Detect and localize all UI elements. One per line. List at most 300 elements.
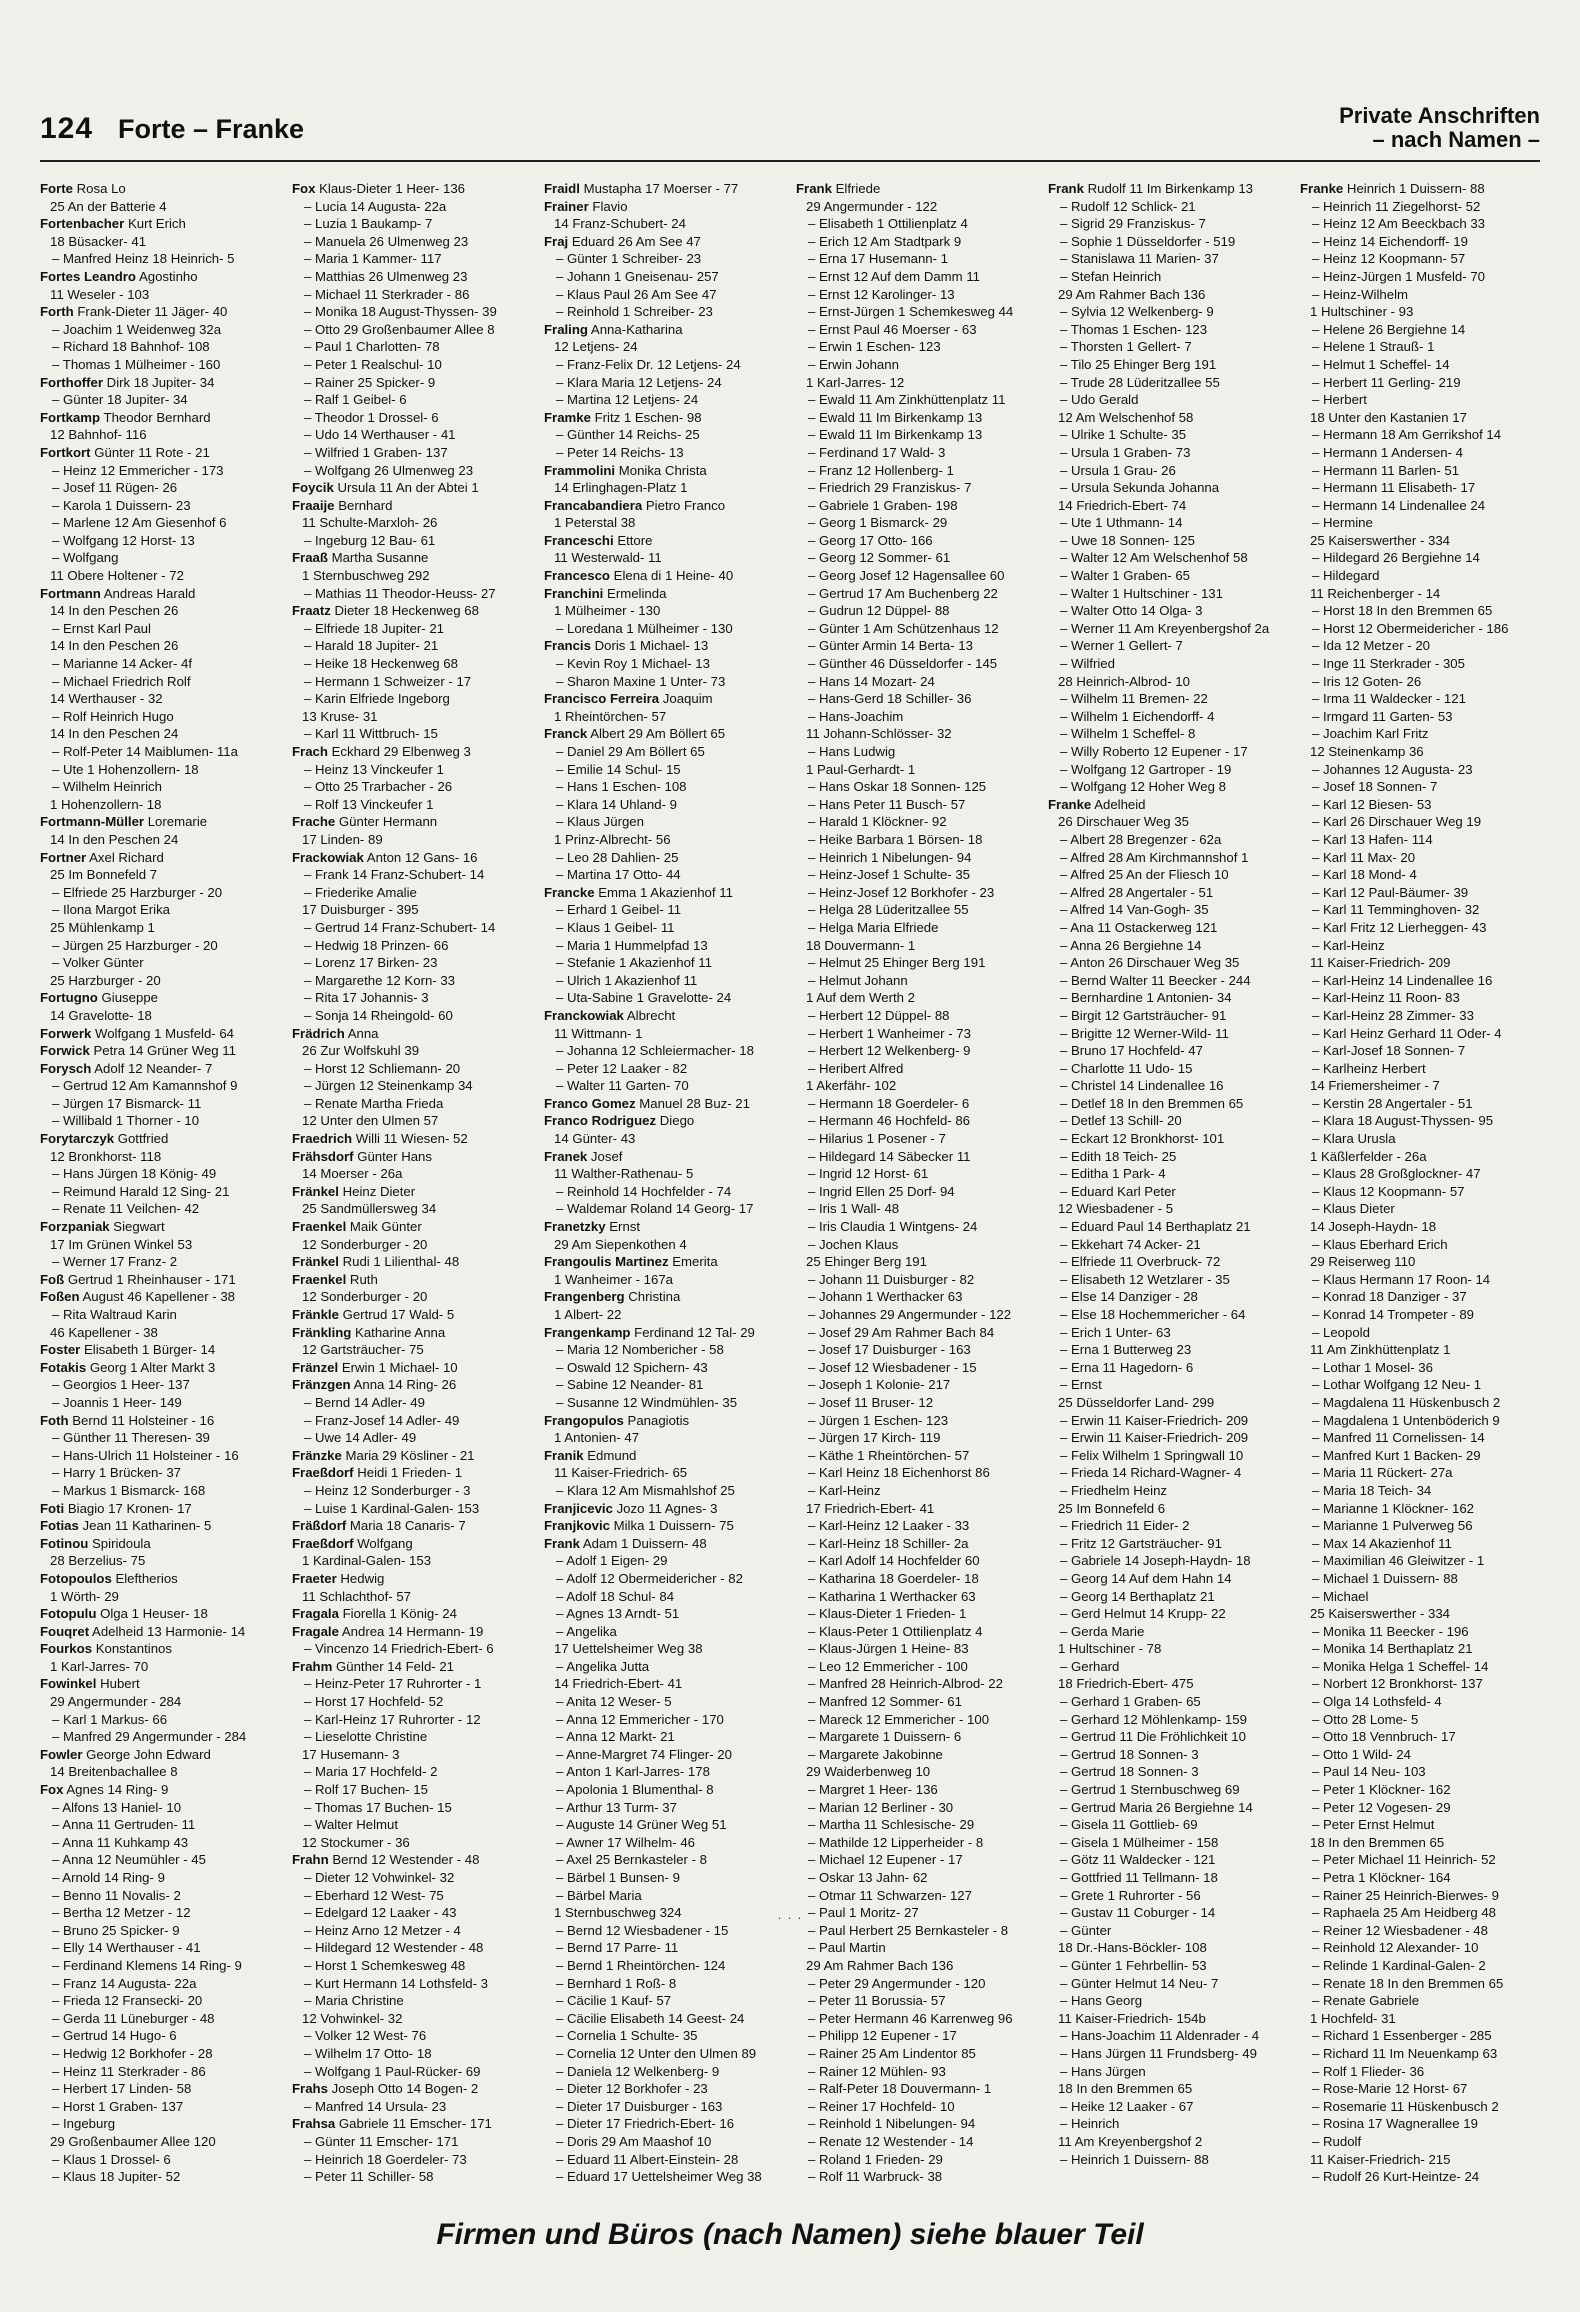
entry-text: – Marianne 1 Pulverweg 56: [1312, 1518, 1473, 1534]
entry-text: – Daniel 29 Am Böllert 65: [556, 744, 705, 759]
page-header: [40, 104, 1540, 158]
entry-surname: Foth: [40, 1412, 69, 1428]
entry-text: – Gertrud 18 Sonnen- 3: [1060, 1746, 1199, 1762]
directory-entry: [796, 1165, 1034, 1183]
entry-text: – Walter Otto 14 Olga- 3: [1060, 603, 1203, 619]
directory-entry: [40, 1412, 278, 1430]
entry-text: – Klaus-Jürgen 1 Heine- 83: [808, 1641, 969, 1657]
directory-entry: [544, 2115, 782, 2133]
directory-entry: [40, 1957, 278, 1975]
directory-entry: [796, 1429, 1034, 1447]
entry-text: – Wilhelm 17 Otto- 18: [304, 2045, 432, 2061]
entry-text: – Gustav 11 Coburger - 14: [1060, 1905, 1216, 1921]
directory-entry: [40, 972, 278, 990]
directory-entry: [1300, 215, 1538, 233]
entry-surname: Fortkort: [40, 444, 91, 460]
directory-entry: [1300, 1799, 1538, 1817]
directory-entry: [40, 2027, 278, 2045]
directory-entry: [1300, 1271, 1538, 1289]
entry-text: – Hans Jürgen: [1060, 2063, 1146, 2079]
directory-entry: [1300, 989, 1538, 1007]
entry-text: – Josef 12 Wiesbadener - 15: [808, 1359, 977, 1375]
directory-entry: [40, 1623, 278, 1641]
entry-text: – Olga 14 Lothsfeld- 4: [1312, 1694, 1442, 1710]
directory-entry: [1048, 937, 1286, 955]
entry-text: Elisabeth 1 Bürger- 14: [83, 1342, 216, 1358]
directory-entry: [292, 1253, 530, 1271]
directory-entry: [292, 1763, 530, 1781]
entry-text: Anna: [347, 1025, 379, 1041]
directory-entry: [544, 1306, 782, 1324]
directory-entry: [544, 1834, 782, 1852]
entry-text: 12 Bronkhorst- 118: [50, 1148, 162, 1164]
entry-text: Anton 12 Gans- 16: [366, 849, 478, 865]
entry-text: Gertrud 17 Wald- 5: [342, 1307, 455, 1322]
entry-text: Fritz 1 Eschen- 98: [594, 409, 702, 425]
directory-entry: [292, 743, 530, 761]
entry-surname: Forthoffer: [40, 374, 103, 390]
directory-entry: [292, 1306, 530, 1324]
entry-text: – Gertrud 14 Franz-Schubert- 14: [304, 919, 496, 935]
directory-entry: [40, 796, 278, 814]
directory-entry: [40, 673, 278, 691]
entry-text: – Heinz 13 Vinckeufer 1: [304, 761, 444, 777]
entry-text: – Gisela 1 Mülheimer - 158: [1060, 1834, 1219, 1850]
entry-text: 11 Obere Holtener - 72: [50, 568, 184, 584]
directory-entry: [40, 1236, 278, 1254]
entry-text: – Leo 28 Dahlien- 25: [556, 849, 679, 865]
directory-entry: [544, 1799, 782, 1817]
entry-text: – Gertrud 11 Die Fröhlichkeit 10: [1060, 1729, 1246, 1745]
entry-text: Wolfgang: [357, 1535, 413, 1551]
entry-surname: Forzpaniak: [40, 1219, 110, 1235]
entry-text: – Magdalena 1 Untenböderich 9: [1312, 1412, 1500, 1428]
entry-surname: Frädrich: [292, 1025, 345, 1041]
directory-entry: [1048, 250, 1286, 268]
entry-text: – Eckart 12 Bronkhorst- 101: [1060, 1131, 1225, 1147]
directory-entry: [1048, 1517, 1286, 1535]
entry-text: Maria 29 Kösliner - 21: [345, 1447, 475, 1463]
directory-entry: [544, 2098, 782, 2116]
entry-surname: Forwick: [40, 1043, 90, 1059]
entry-text: – Wilfried 1 Graben- 137: [304, 444, 448, 460]
directory-entry: [292, 989, 530, 1007]
directory-entry: [1300, 391, 1538, 409]
entry-text: – Anita 12 Weser- 5: [556, 1694, 672, 1710]
directory-entry: [1300, 1869, 1538, 1887]
directory-entry: [1048, 1341, 1286, 1359]
directory-entry: [292, 2133, 530, 2151]
directory-entry: [292, 479, 530, 497]
entry-surname: Frangenkamp: [544, 1324, 631, 1340]
directory-entry: [292, 1095, 530, 1113]
entry-text: – Fritz 12 Gartsträucher- 91: [1060, 1535, 1222, 1551]
entry-text: – Norbert 12 Bronkhorst- 137: [1312, 1676, 1483, 1692]
directory-entry: [292, 1324, 530, 1342]
entry-text: – Cornelia 12 Unter den Ulmen 89: [556, 2045, 757, 2061]
entry-text: – Michael 11 Sterkrader - 86: [304, 286, 470, 302]
directory-entry: [1048, 1253, 1286, 1271]
directory-entry: [1300, 813, 1538, 831]
directory-entry: [40, 1148, 278, 1166]
entry-text: – Eduard 11 Albert-Einstein- 28: [556, 2151, 739, 2167]
directory-entry: [292, 286, 530, 304]
entry-text: – Sigrid 29 Franziskus- 7: [1060, 216, 1206, 232]
entry-text: Agnes 14 Ring- 9: [66, 1782, 169, 1798]
entry-text: – Lieselotte Christine: [304, 1729, 428, 1745]
directory-column-2: [292, 180, 530, 2186]
directory-entry: [796, 1236, 1034, 1254]
entry-text: – Eduard Karl Peter: [1060, 1183, 1176, 1199]
entry-text: 1 Hochfeld- 31: [1310, 2010, 1396, 2026]
entry-text: – Ernst Karl Paul: [52, 620, 151, 636]
directory-entry: [544, 884, 782, 902]
entry-text: – Ulrike 1 Schulte- 35: [1060, 427, 1187, 443]
directory-entry: [796, 1957, 1034, 1975]
entry-text: – Karl 11 Temminghoven- 32: [1312, 902, 1480, 918]
directory-entry: [40, 1658, 278, 1676]
entry-surname: Fotias: [40, 1518, 79, 1534]
directory-entry: [40, 1728, 278, 1746]
entry-text: – Wolfgang: [52, 550, 119, 566]
entry-text: 1 Akerfähr- 102: [806, 1078, 897, 1094]
directory-entry: [1300, 567, 1538, 585]
entry-text: Heidi 1 Frieden- 1: [357, 1465, 463, 1481]
entry-text: – Bernhardine 1 Antonien- 34: [1060, 990, 1232, 1006]
directory-entry: [1300, 1025, 1538, 1043]
directory-entry: [1048, 426, 1286, 444]
directory-entry: [292, 761, 530, 779]
entry-text: – Sylvia 12 Welkenberg- 9: [1060, 304, 1214, 320]
entry-text: – Hans Jürgen 18 König- 49: [52, 1166, 217, 1182]
entry-text: – Ralf-Peter 18 Douvermann- 1: [808, 2081, 992, 2097]
directory-entry: [1048, 919, 1286, 937]
entry-text: – Lothar Wolfgang 12 Neu- 1: [1312, 1377, 1482, 1393]
entry-text: – Wolfgang 12 Horst- 13: [52, 532, 195, 548]
directory-entry: [796, 1711, 1034, 1729]
entry-text: – Rainer 25 Spicker- 9: [304, 374, 436, 390]
directory-entry: [1300, 321, 1538, 339]
entry-text: – Oskar 13 Jahn- 62: [808, 1870, 928, 1885]
entry-text: Manuel 28 Buz- 21: [639, 1095, 750, 1111]
directory-entry: [292, 444, 530, 462]
directory-entry: [292, 954, 530, 972]
directory-entry: [1048, 1728, 1286, 1746]
entry-text: – Wilhelm 1 Eichendorff- 4: [1060, 708, 1215, 724]
entry-text: – Hermann 18 Goerdeler- 6: [808, 1095, 970, 1111]
directory-entry: [1048, 655, 1286, 673]
entry-text: 29 Am Siepenkothen 4: [554, 1236, 687, 1252]
entry-text: – Maria 1 Kammer- 117: [304, 251, 442, 267]
entry-text: – Hans Ludwig: [808, 744, 896, 759]
directory-entry: [544, 1112, 782, 1130]
directory-entry: [292, 1130, 530, 1148]
directory-entry: [796, 1693, 1034, 1711]
entry-text: – Erwin 11 Kaiser-Friedrich- 209: [1060, 1412, 1249, 1428]
directory-entry: [1048, 1939, 1286, 1957]
directory-entry: [544, 374, 782, 392]
directory-entry: [292, 1605, 530, 1623]
entry-text: – Gerhard: [1060, 1658, 1120, 1674]
entry-text: – Otto 1 Wild- 24: [1312, 1746, 1411, 1762]
entry-text: Loremarie: [147, 814, 208, 830]
directory-entry: [40, 2063, 278, 2081]
directory-entry: [544, 761, 782, 779]
directory-entry: [1300, 1482, 1538, 1500]
directory-entry: [1048, 1200, 1286, 1218]
directory-entry: [40, 303, 278, 321]
entry-surname: Frache: [292, 814, 336, 830]
entry-text: – Heinz-Josef 1 Schulte- 35: [808, 867, 970, 883]
directory-entry: [544, 356, 782, 374]
directory-entry: [1300, 2063, 1538, 2081]
directory-entry: [40, 1834, 278, 1852]
section-title: [1339, 104, 1540, 152]
directory-entry: [40, 1552, 278, 1570]
entry-text: – Heinz 12 Koopmann- 57: [1312, 251, 1466, 267]
directory-entry: [796, 849, 1034, 867]
directory-entry: [40, 338, 278, 356]
entry-text: – Relinde 1 Kardinal-Galen- 2: [1312, 1957, 1486, 1973]
directory-entry: [544, 1728, 782, 1746]
entry-text: – Karl 12 Biesen- 53: [1312, 796, 1432, 812]
entry-text: – Vincenzo 14 Friedrich-Ebert- 6: [304, 1641, 494, 1657]
directory-entry: [1300, 1834, 1538, 1852]
directory-entry: [292, 690, 530, 708]
directory-entry: [1048, 637, 1286, 655]
entry-text: – Erna 11 Hagedorn- 6: [1060, 1359, 1194, 1375]
entry-text: – Heinrich: [1060, 2116, 1120, 2132]
entry-surname: Franke: [1300, 181, 1344, 196]
directory-entry: [40, 813, 278, 831]
entry-text: – Karl-Heinz 11 Roon- 83: [1312, 990, 1460, 1006]
directory-entry: [544, 1324, 782, 1342]
entry-text: – Hans-Joachim 11 Aldenrader - 4: [1060, 2028, 1260, 2044]
entry-text: – Georg 14 Auf dem Hahn 14: [1060, 1570, 1232, 1586]
directory-entry: [292, 462, 530, 480]
entry-text: Ettore: [617, 532, 653, 548]
entry-text: – Raphaela 25 Am Heidberg 48: [1312, 1905, 1497, 1921]
entry-text: – Bärbel 1 Bunsen- 9: [556, 1870, 680, 1885]
entry-text: 29 Großenbaumer Allee 120: [50, 2133, 216, 2149]
directory-entry: [40, 1165, 278, 1183]
directory-entry: [544, 426, 782, 444]
directory-entry: [40, 831, 278, 849]
directory-entry: [40, 1535, 278, 1553]
entry-text: – Elfriede 18 Jupiter- 21: [304, 620, 445, 636]
directory-entry: [1048, 1799, 1286, 1817]
directory-entry: [1300, 1746, 1538, 1764]
directory-entry: [544, 1535, 782, 1553]
directory-entry: [544, 637, 782, 655]
directory-entry: [796, 338, 1034, 356]
directory-entry: [1300, 286, 1538, 304]
directory-entry: [544, 514, 782, 532]
entry-text: Andreas Harald: [103, 585, 196, 601]
entry-text: – Ralf 1 Geibel- 6: [304, 392, 407, 408]
entry-text: – Herbert 1 Wanheimer - 73: [808, 1025, 971, 1041]
directory-entry: [1048, 444, 1286, 462]
entry-surname: Franchini: [544, 585, 604, 601]
entry-text: 14 Moerser - 26a: [302, 1166, 403, 1182]
directory-entry: [292, 1746, 530, 1764]
entry-text: 18 Büsacker- 41: [50, 233, 147, 249]
directory-entry: [544, 1060, 782, 1078]
entry-text: – Richard 11 Im Neuenkamp 63: [1312, 2045, 1498, 2061]
directory-entry: [1048, 1060, 1286, 1078]
directory-entry: [292, 1711, 530, 1729]
directory-entry: [40, 374, 278, 392]
directory-entry: [40, 2133, 278, 2151]
directory-column-5: [1048, 180, 1286, 2168]
entry-text: – Wolfgang 12 Gartroper - 19: [1060, 761, 1232, 777]
entry-text: 11 Am Zinkhüttenplatz 1: [1310, 1342, 1451, 1358]
directory-entry: [796, 919, 1034, 937]
entry-text: – Ingrid 12 Horst- 61: [808, 1166, 929, 1182]
entry-text: – Klara Maria 12 Letjens- 24: [556, 374, 722, 390]
entry-text: – Birgit 12 Gartsträucher- 91: [1060, 1007, 1227, 1023]
entry-surname: Framke: [544, 409, 591, 425]
directory-entry: [1300, 1077, 1538, 1095]
entry-text: – Thomas 17 Buchen- 15: [304, 1799, 452, 1815]
entry-text: – Josef 17 Duisburger - 163: [808, 1342, 971, 1358]
entry-text: – Trude 28 Lüderitzallee 55: [1060, 374, 1220, 390]
entry-text: – Agnes 13 Arndt- 51: [556, 1606, 680, 1622]
directory-entry: [40, 1200, 278, 1218]
entry-surname: Fotopoulos: [40, 1570, 112, 1586]
entry-text: – Günter 1 Schreiber- 23: [556, 251, 702, 267]
directory-entry: [1048, 1500, 1286, 1518]
entry-text: – Anne-Margret 74 Flinger- 20: [556, 1746, 732, 1762]
entry-text: – Klaus Jürgen: [556, 814, 644, 830]
directory-entry: [796, 1341, 1034, 1359]
entry-text: – Karl Heinz Gerhard 11 Oder- 4: [1312, 1025, 1502, 1041]
entry-surname: Francabandiera: [544, 497, 643, 513]
directory-entry: [292, 532, 530, 550]
directory-entry: [1300, 2010, 1538, 2028]
directory-entry: [40, 391, 278, 409]
entry-text: – Iris 12 Goten- 26: [1312, 673, 1422, 689]
directory-entry: [1048, 620, 1286, 638]
directory-entry: [40, 743, 278, 761]
entry-text: – Bernhard 1 Roß- 8: [556, 1975, 677, 1991]
entry-text: Dieter 18 Heckenweg 68: [334, 603, 479, 619]
entry-text: Ursula 11 An der Abtei 1: [337, 480, 479, 496]
entry-text: – Kevin Roy 1 Michael- 13: [556, 656, 710, 672]
section-title-line-1: Private Anschriften: [1339, 103, 1540, 128]
directory-entry: [796, 1763, 1034, 1781]
directory-entry: [1300, 1623, 1538, 1641]
entry-text: – Martina 12 Letjens- 24: [556, 392, 699, 408]
entry-text: – Heinz 12 Am Beeckbach 33: [1312, 216, 1486, 232]
entry-text: – Harry 1 Brücken- 37: [52, 1465, 181, 1481]
entry-text: – Alfred 28 Angertaler - 51: [1060, 884, 1214, 900]
entry-text: – Else 18 Hochemmericher - 64: [1060, 1307, 1246, 1322]
entry-surname: Fraeßdorf: [292, 1535, 354, 1551]
directory-entry: [1300, 2168, 1538, 2186]
entry-text: 17 Linden- 89: [302, 831, 383, 847]
entry-text: – Rose-Marie 12 Horst- 67: [1312, 2081, 1468, 2097]
entry-text: – Ernst-Jürgen 1 Schemkesweg 44: [808, 304, 1014, 320]
entry-surname: Franjkovic: [544, 1518, 610, 1534]
directory-entry: [40, 1306, 278, 1324]
directory-entry: [1300, 1464, 1538, 1482]
entry-text: – Peter 12 Laaker - 82: [556, 1060, 688, 1076]
directory-entry: [1300, 180, 1538, 198]
entry-text: 18 In den Bremmen 65: [1058, 2081, 1193, 2097]
entry-text: – Gisela 11 Gottlieb- 69: [1060, 1817, 1198, 1833]
entry-text: – Klaus Hermann 17 Roon- 14: [1312, 1271, 1491, 1287]
entry-text: – Sophie 1 Düsseldorfer - 519: [1060, 233, 1236, 249]
entry-text: Christina: [628, 1289, 681, 1305]
entry-surname: Frainer: [544, 198, 589, 214]
directory-entry: [796, 1992, 1034, 2010]
entry-text: – Manfred 14 Ursula- 23: [304, 2098, 447, 2114]
directory-entry: [292, 1535, 530, 1553]
entry-text: – Reiner 12 Wiesbadener - 48: [1312, 1922, 1488, 1938]
entry-text: 26 Zur Wolfskuhl 39: [302, 1043, 420, 1059]
directory-entry: [1048, 1763, 1286, 1781]
directory-entry: [1300, 1605, 1538, 1623]
entry-surname: Fraling: [544, 321, 588, 337]
directory-entry: [40, 497, 278, 515]
directory-entry: [1048, 2010, 1286, 2028]
directory-entry: [1048, 1869, 1286, 1887]
entry-text: 1 Hultschiner - 93: [1310, 304, 1414, 320]
entry-text: – Leopold: [1312, 1324, 1370, 1340]
directory-entry: [40, 1588, 278, 1606]
directory-entry: [1300, 937, 1538, 955]
directory-entry: [544, 180, 782, 198]
entry-surname: Frangoulis Martinez: [544, 1254, 669, 1270]
directory-entry: [796, 180, 1034, 198]
directory-entry: [1300, 1412, 1538, 1430]
directory-entry: [544, 1623, 782, 1641]
directory-entry: [796, 1324, 1034, 1342]
directory-entry: [292, 673, 530, 691]
entry-text: – Herbert: [1312, 392, 1367, 408]
entry-text: – Herbert 17 Linden- 58: [52, 2081, 192, 2097]
entry-text: – Anton 26 Dirschauer Weg 35: [1060, 955, 1240, 971]
entry-text: 13 Kruse- 31: [302, 708, 378, 724]
entry-text: – Karlheinz Herbert: [1312, 1060, 1426, 1076]
directory-entry: [1048, 1482, 1286, 1500]
directory-entry: [1300, 268, 1538, 286]
directory-entry: [292, 1288, 530, 1306]
entry-text: Katharine Anna: [355, 1324, 446, 1340]
directory-entry: [544, 620, 782, 638]
entry-surname: Fränzke: [292, 1447, 342, 1463]
directory-entry: [544, 1183, 782, 1201]
directory-entry: [796, 1095, 1034, 1113]
directory-entry: [1048, 1236, 1286, 1254]
entry-text: – Karl-Heinz: [1312, 937, 1385, 953]
directory-entry: [796, 884, 1034, 902]
directory-entry: [292, 2115, 530, 2133]
directory-entry: [544, 1376, 782, 1394]
directory-entry: [1300, 532, 1538, 550]
entry-text: – Herbert 12 Düppel- 88: [808, 1007, 950, 1023]
entry-text: 14 In den Peschen 26: [50, 603, 179, 619]
entry-text: – Helga Maria Elfriede: [808, 919, 939, 935]
directory-entry: [292, 514, 530, 532]
entry-text: – Hermann 46 Hochfeld- 86: [808, 1113, 971, 1129]
entry-text: – Ursula 1 Grau- 26: [1060, 462, 1176, 478]
directory-entry: [544, 2010, 782, 2028]
directory-entry: [292, 655, 530, 673]
entry-surname: Fränkel: [292, 1183, 339, 1199]
directory-entry: [40, 708, 278, 726]
